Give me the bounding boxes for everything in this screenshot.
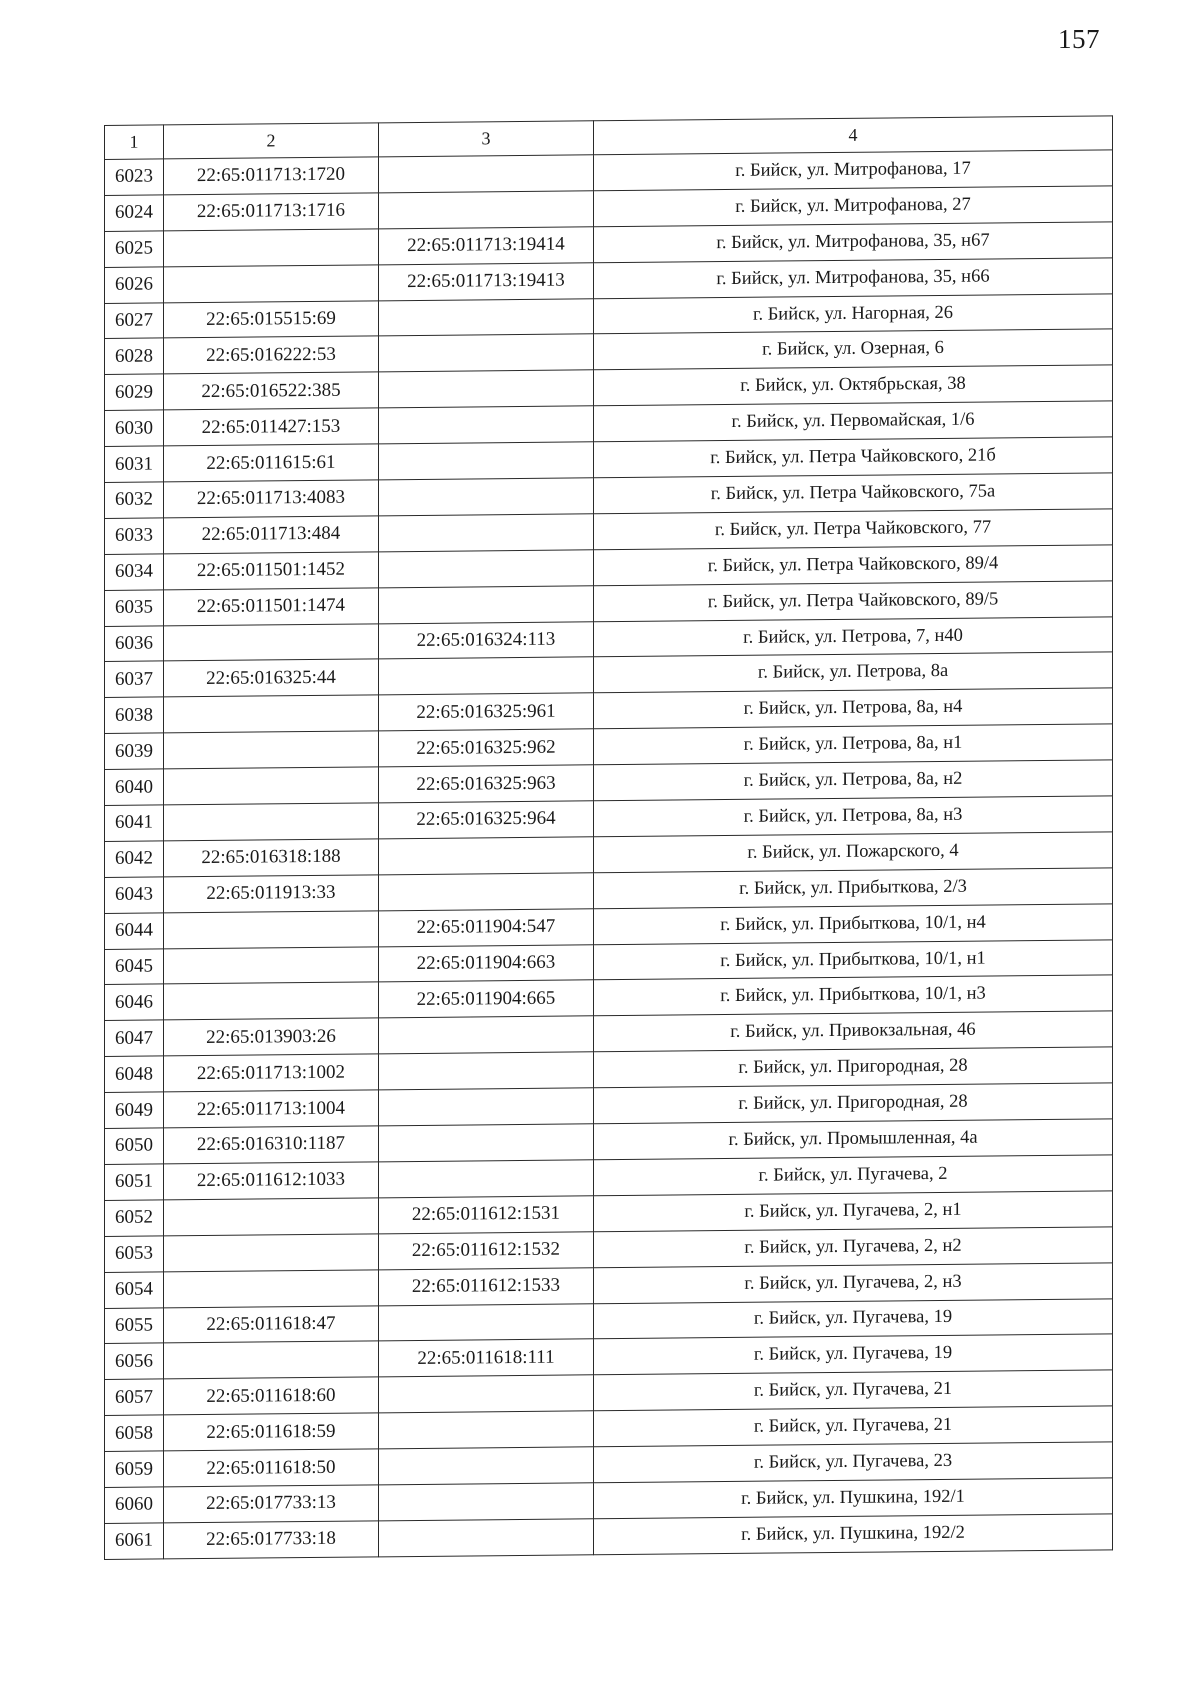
row-number-cell: 6032	[105, 482, 164, 518]
premises-number-cell	[379, 298, 594, 336]
address-cell: г. Бийск, ул. Митрофанова, 35, н67	[594, 222, 1113, 263]
premises-number-cell	[379, 1375, 594, 1413]
parcel-number-cell	[164, 731, 379, 769]
premises-number-cell: 22:65:011904:665	[379, 980, 594, 1018]
row-number-cell: 6060	[105, 1487, 164, 1523]
row-number-cell: 6056	[105, 1343, 164, 1379]
registry-table	[104, 115, 1113, 1559]
premises-number-cell	[379, 873, 594, 911]
parcel-number-cell: 22:65:011713:4083	[164, 480, 379, 518]
parcel-number-cell	[164, 695, 379, 733]
parcel-number-cell: 22:65:011713:1716	[164, 193, 379, 231]
premises-number-cell	[379, 1411, 594, 1449]
address-cell: г. Бийск, ул. Петрова, 8а, н2	[594, 760, 1113, 801]
premises-number-cell	[379, 1124, 594, 1162]
parcel-number-cell: 22:65:011618:59	[164, 1413, 379, 1451]
row-number-cell: 6053	[105, 1236, 164, 1272]
address-cell: г. Бийск, ул. Прибыткова, 10/1, н1	[594, 939, 1113, 980]
address-cell: г. Бийск, ул. Митрофанова, 17	[594, 150, 1113, 191]
address-cell: г. Бийск, ул. Петра Чайковского, 21б	[594, 437, 1113, 478]
premises-number-cell	[379, 442, 594, 480]
premises-number-cell	[379, 370, 594, 408]
row-number-cell: 6023	[105, 159, 164, 195]
address-cell: г. Бийск, ул. Пугачева, 21	[594, 1406, 1113, 1447]
row-number-cell: 6051	[105, 1164, 164, 1200]
premises-number-cell	[379, 585, 594, 623]
parcel-number-cell	[164, 1269, 379, 1307]
row-number-cell: 6047	[105, 1020, 164, 1056]
parcel-number-cell: 22:65:011913:33	[164, 875, 379, 913]
address-cell: г. Бийск, ул. Пугачева, 19	[594, 1334, 1113, 1375]
parcel-number-cell	[164, 946, 379, 984]
premises-number-cell	[379, 550, 594, 588]
row-number-cell: 6043	[105, 877, 164, 913]
address-cell: г. Бийск, ул. Петрова, 8а	[594, 652, 1113, 693]
table-body	[105, 150, 1113, 1559]
address-cell: г. Бийск, ул. Октябрьская, 38	[594, 365, 1113, 406]
premises-number-cell	[379, 191, 594, 229]
address-cell: г. Бийск, ул. Пригородная, 28	[594, 1047, 1113, 1088]
row-number-cell: 6036	[105, 626, 164, 662]
parcel-number-cell	[164, 1198, 379, 1236]
premises-number-cell	[379, 1447, 594, 1485]
premises-number-cell: 22:65:016325:963	[379, 765, 594, 803]
page-number: 157	[1058, 24, 1100, 54]
parcel-number-cell: 22:65:011713:484	[164, 516, 379, 554]
parcel-number-cell: 22:65:011713:1720	[164, 157, 379, 195]
premises-number-cell	[379, 334, 594, 372]
premises-number-cell: 22:65:011904:547	[379, 909, 594, 947]
premises-number-cell	[379, 1088, 594, 1126]
row-number-cell: 6046	[105, 984, 164, 1020]
row-number-cell: 6054	[105, 1272, 164, 1308]
parcel-number-cell: 22:65:016310:1187	[164, 1126, 379, 1164]
premises-number-cell: 22:65:011612:1533	[379, 1267, 594, 1305]
header-col-4: 4	[594, 116, 1113, 155]
address-cell: г. Бийск, ул. Пушкина, 192/1	[594, 1478, 1113, 1519]
parcel-number-cell	[164, 982, 379, 1020]
row-number-cell: 6042	[105, 841, 164, 877]
parcel-number-cell	[164, 803, 379, 841]
premises-number-cell: 22:65:016324:113	[379, 621, 594, 659]
premises-number-cell	[379, 1519, 594, 1557]
premises-number-cell	[379, 406, 594, 444]
row-number-cell: 6059	[105, 1451, 164, 1487]
parcel-number-cell: 22:65:015515:69	[164, 300, 379, 338]
row-number-cell: 6055	[105, 1307, 164, 1343]
row-number-cell: 6040	[105, 769, 164, 805]
row-number-cell: 6025	[105, 231, 164, 267]
address-cell: г. Бийск, ул. Пожарского, 4	[594, 832, 1113, 873]
address-cell: г. Бийск, ул. Первомайская, 1/6	[594, 401, 1113, 442]
premises-number-cell: 22:65:011618:111	[379, 1339, 594, 1377]
address-cell: г. Бийск, ул. Прибыткова, 10/1, н4	[594, 904, 1113, 945]
parcel-number-cell: 22:65:011713:1004	[164, 1090, 379, 1128]
parcel-number-cell: 22:65:016318:188	[164, 839, 379, 877]
row-number-cell: 6024	[105, 195, 164, 231]
parcel-number-cell	[164, 911, 379, 949]
premises-number-cell: 22:65:016325:962	[379, 729, 594, 767]
address-cell: г. Бийск, ул. Нагорная, 26	[594, 293, 1113, 334]
parcel-number-cell: 22:65:011618:60	[164, 1377, 379, 1415]
parcel-number-cell	[164, 1234, 379, 1272]
address-cell: г. Бийск, ул. Петрова, 8а, н4	[594, 688, 1113, 729]
row-number-cell: 6052	[105, 1200, 164, 1236]
row-number-cell: 6028	[105, 338, 164, 374]
address-cell: г. Бийск, ул. Пугачева, 19	[594, 1298, 1113, 1339]
parcel-number-cell: 22:65:011713:1002	[164, 1054, 379, 1092]
address-cell: г. Бийск, ул. Пугачева, 2, н1	[594, 1191, 1113, 1232]
parcel-number-cell: 22:65:011501:1452	[164, 552, 379, 590]
address-cell: г. Бийск, ул. Прибыткова, 10/1, н3	[594, 975, 1113, 1016]
premises-number-cell	[379, 837, 594, 875]
parcel-number-cell: 22:65:017733:18	[164, 1521, 379, 1559]
address-cell: г. Бийск, ул. Пугачева, 21	[594, 1370, 1113, 1411]
premises-number-cell	[379, 478, 594, 516]
parcel-number-cell	[164, 1341, 379, 1379]
address-cell: г. Бийск, ул. Петра Чайковского, 75а	[594, 473, 1113, 514]
parcel-number-cell: 22:65:011612:1033	[164, 1162, 379, 1200]
address-cell: г. Бийск, ул. Пугачева, 23	[594, 1442, 1113, 1483]
row-number-cell: 6027	[105, 302, 164, 338]
premises-number-cell	[379, 1160, 594, 1198]
parcel-number-cell	[164, 767, 379, 805]
address-cell: г. Бийск, ул. Промышленная, 4а	[594, 1119, 1113, 1160]
row-number-cell: 6029	[105, 374, 164, 410]
address-cell: г. Бийск, ул. Митрофанова, 27	[594, 186, 1113, 227]
parcel-number-cell	[164, 623, 379, 661]
header-col-2: 2	[164, 123, 379, 159]
premises-number-cell	[379, 1052, 594, 1090]
row-number-cell: 6058	[105, 1415, 164, 1451]
premises-number-cell: 22:65:016325:961	[379, 693, 594, 731]
premises-number-cell	[379, 657, 594, 695]
row-number-cell: 6039	[105, 733, 164, 769]
parcel-number-cell: 22:65:016222:53	[164, 336, 379, 374]
premises-number-cell	[379, 514, 594, 552]
premises-number-cell: 22:65:011904:663	[379, 944, 594, 982]
address-cell: г. Бийск, ул. Петра Чайковского, 89/5	[594, 581, 1113, 622]
parcel-number-cell: 22:65:016325:44	[164, 659, 379, 697]
premises-number-cell: 22:65:011713:19414	[379, 227, 594, 265]
address-cell: г. Бийск, ул. Петра Чайковского, 89/4	[594, 545, 1113, 586]
parcel-number-cell: 22:65:016522:385	[164, 372, 379, 410]
row-number-cell: 6035	[105, 590, 164, 626]
parcel-number-cell: 22:65:011618:50	[164, 1449, 379, 1487]
address-cell: г. Бийск, ул. Митрофанова, 35, н66	[594, 257, 1113, 298]
address-cell: г. Бийск, ул. Петрова, 8а, н3	[594, 796, 1113, 837]
row-number-cell: 6050	[105, 1128, 164, 1164]
parcel-number-cell: 22:65:017733:13	[164, 1485, 379, 1523]
parcel-number-cell: 22:65:011615:61	[164, 444, 379, 482]
parcel-number-cell: 22:65:011501:1474	[164, 588, 379, 626]
address-cell: г. Бийск, ул. Петрова, 7, н40	[594, 616, 1113, 657]
premises-number-cell	[379, 155, 594, 193]
parcel-number-cell	[164, 229, 379, 267]
row-number-cell: 6057	[105, 1379, 164, 1415]
address-cell: г. Бийск, ул. Пугачева, 2	[594, 1155, 1113, 1196]
row-number-cell: 6037	[105, 661, 164, 697]
row-number-cell: 6034	[105, 554, 164, 590]
premises-number-cell	[379, 1483, 594, 1521]
address-cell: г. Бийск, ул. Пугачева, 2, н3	[594, 1262, 1113, 1303]
premises-number-cell	[379, 1016, 594, 1054]
row-number-cell: 6045	[105, 949, 164, 985]
address-cell: г. Бийск, ул. Пушкина, 192/2	[594, 1514, 1113, 1555]
address-cell: г. Бийск, ул. Петрова, 8а, н1	[594, 724, 1113, 765]
row-number-cell: 6048	[105, 1056, 164, 1092]
address-cell: г. Бийск, ул. Прибыткова, 2/3	[594, 868, 1113, 909]
header-col-3: 3	[379, 121, 594, 157]
row-number-cell: 6044	[105, 913, 164, 949]
premises-number-cell: 22:65:011713:19413	[379, 262, 594, 300]
premises-number-cell: 22:65:016325:964	[379, 801, 594, 839]
address-cell: г. Бийск, ул. Петра Чайковского, 77	[594, 509, 1113, 550]
row-number-cell: 6041	[105, 805, 164, 841]
header-col-1: 1	[105, 125, 164, 160]
parcel-number-cell: 22:65:011427:153	[164, 408, 379, 446]
parcel-number-cell: 22:65:013903:26	[164, 1018, 379, 1056]
premises-number-cell: 22:65:011612:1532	[379, 1232, 594, 1270]
row-number-cell: 6049	[105, 1092, 164, 1128]
parcel-number-cell	[164, 265, 379, 303]
premises-number-cell	[379, 1303, 594, 1341]
row-number-cell: 6026	[105, 267, 164, 303]
address-cell: г. Бийск, ул. Пригородная, 28	[594, 1083, 1113, 1124]
premises-number-cell: 22:65:011612:1531	[379, 1196, 594, 1234]
row-number-cell: 6038	[105, 697, 164, 733]
row-number-cell: 6031	[105, 446, 164, 482]
row-number-cell: 6061	[105, 1523, 164, 1559]
row-number-cell: 6030	[105, 410, 164, 446]
address-cell: г. Бийск, ул. Озерная, 6	[594, 329, 1113, 370]
row-number-cell: 6033	[105, 518, 164, 554]
address-cell: г. Бийск, ул. Привокзальная, 46	[594, 1011, 1113, 1052]
parcel-number-cell: 22:65:011618:47	[164, 1305, 379, 1343]
address-cell: г. Бийск, ул. Пугачева, 2, н2	[594, 1227, 1113, 1268]
